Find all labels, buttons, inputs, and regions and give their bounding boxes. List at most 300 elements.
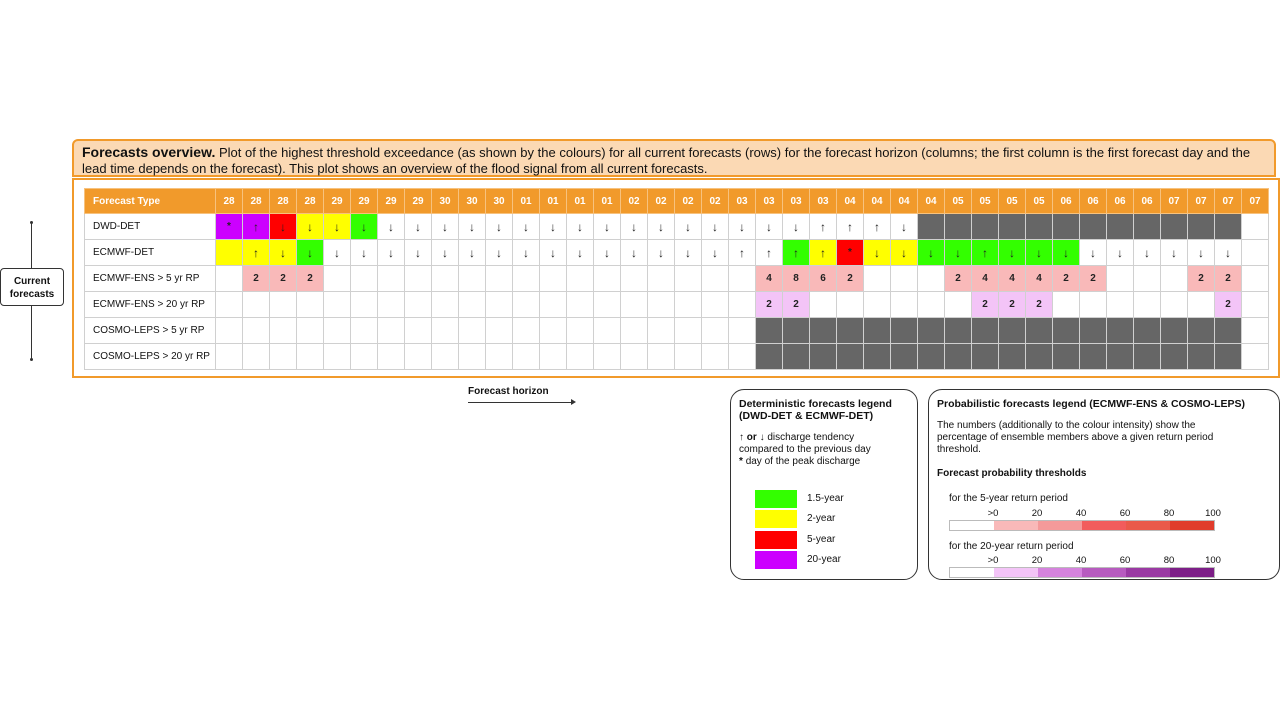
forecast-cell	[1134, 344, 1161, 370]
forecast-cell: ↓	[648, 240, 675, 266]
tick-label: 100	[1205, 555, 1221, 566]
forecast-cell	[1026, 318, 1053, 344]
forecast-cell	[243, 292, 270, 318]
forecast-cell	[513, 318, 540, 344]
forecast-cell: ↓	[459, 214, 486, 240]
forecast-cell	[486, 266, 513, 292]
legend-swatch	[755, 531, 797, 549]
forecast-cell	[972, 318, 999, 344]
day-header: 07	[1215, 189, 1242, 214]
row-label: ECMWF-DET	[85, 240, 216, 266]
forecast-cell: ↓	[567, 240, 594, 266]
day-header: 03	[783, 189, 810, 214]
forecast-cell	[648, 292, 675, 318]
forecast-cell	[1215, 214, 1242, 240]
forecast-cell	[999, 318, 1026, 344]
forecast-cell: 2	[1215, 292, 1242, 318]
forecast-cell: ↓	[405, 240, 432, 266]
forecast-cell	[540, 318, 567, 344]
forecast-cell	[648, 318, 675, 344]
forecast-cell	[459, 344, 486, 370]
table-row	[85, 344, 1269, 370]
forecast-cell: ↑	[864, 214, 891, 240]
forecast-cell: ↓	[594, 240, 621, 266]
forecast-cell	[648, 266, 675, 292]
forecast-cell	[567, 344, 594, 370]
forecast-cell	[432, 292, 459, 318]
forecast-cell: ↓	[918, 240, 945, 266]
forecast-cell	[297, 292, 324, 318]
day-header: 07	[1188, 189, 1215, 214]
forecast-cell	[459, 318, 486, 344]
prob-legend-title: Probabilistic forecasts legend (ECMWF-ENS & COSMO-LEPS)	[937, 398, 1246, 410]
forecast-cell: 4	[1026, 266, 1053, 292]
forecast-cell	[756, 344, 783, 370]
forecast-cell	[432, 344, 459, 370]
day-header: 02	[702, 189, 729, 214]
forecast-cell	[297, 344, 324, 370]
tick-label: 60	[1119, 555, 1131, 566]
current-label-line1: Current	[13, 276, 51, 287]
forecast-cell	[891, 344, 918, 370]
forecast-cell: ↓	[864, 240, 891, 266]
day-header: 01	[567, 189, 594, 214]
forecast-cell	[1242, 344, 1269, 370]
forecast-cell	[405, 344, 432, 370]
forecast-cell	[432, 266, 459, 292]
forecast-cell: ↓	[675, 240, 702, 266]
forecast-cell	[1188, 214, 1215, 240]
forecast-cell: ↑	[810, 214, 837, 240]
forecast-cell	[1242, 240, 1269, 266]
bracket-dot-bottom	[30, 358, 33, 361]
arrow-up-icon: ↑	[739, 432, 744, 443]
forecast-cell	[810, 318, 837, 344]
forecast-cell	[270, 292, 297, 318]
forecast-cell	[216, 266, 243, 292]
forecast-overview-table	[84, 188, 1269, 370]
forecast-cell	[1134, 266, 1161, 292]
forecast-cell: ↓	[1080, 240, 1107, 266]
arrow-down-icon: ↓	[759, 432, 765, 443]
forecast-cell: 2	[297, 266, 324, 292]
thresholds-title: Forecast probability thresholds	[937, 468, 1087, 479]
table-row	[85, 266, 1269, 292]
tick-label: 100	[1205, 508, 1221, 519]
det-legend-title-2: (DWD-DET & ECMWF-DET)	[739, 410, 874, 422]
forecast-cell	[513, 292, 540, 318]
table-row	[85, 240, 1269, 266]
forecast-cell	[972, 344, 999, 370]
forecast-cell: 8	[783, 266, 810, 292]
tick-label: 40	[1075, 555, 1087, 566]
forecast-cell	[594, 344, 621, 370]
forecast-cell	[864, 266, 891, 292]
forecast-cell: ↓	[513, 240, 540, 266]
day-header: 05	[972, 189, 999, 214]
forecast-cell	[540, 292, 567, 318]
forecast-cell	[1080, 214, 1107, 240]
forecast-cell	[891, 318, 918, 344]
forecast-cell: ↓	[891, 214, 918, 240]
legend-label: 1.5-year	[807, 493, 844, 504]
forecast-cell	[1053, 214, 1080, 240]
star-icon: *	[739, 456, 743, 467]
forecast-cell: ↓	[594, 214, 621, 240]
forecast-cell	[351, 292, 378, 318]
forecast-cell: 4	[999, 266, 1026, 292]
forecast-cell	[891, 266, 918, 292]
forecast-cell	[324, 344, 351, 370]
day-header: 01	[594, 189, 621, 214]
forecast-cell	[459, 292, 486, 318]
forecast-cell	[1188, 344, 1215, 370]
tick-label: 80	[1163, 508, 1175, 519]
forecast-cell: ↓	[1134, 240, 1161, 266]
forecast-cell: ↓	[270, 240, 297, 266]
forecast-cell: ↑	[837, 214, 864, 240]
forecast-cell	[432, 318, 459, 344]
tendency-text-2: compared to the previous day	[739, 444, 871, 455]
forecast-cell: ↓	[756, 214, 783, 240]
forecast-cell	[1026, 214, 1053, 240]
table-row	[85, 292, 1269, 318]
forecast-cell	[216, 318, 243, 344]
forecast-cell: ↓	[513, 214, 540, 240]
forecast-cell	[783, 318, 810, 344]
or-word: or	[746, 432, 757, 443]
forecast-cell: ↓	[891, 240, 918, 266]
forecast-cell	[378, 266, 405, 292]
day-header: 30	[432, 189, 459, 214]
rp20-color-bar	[949, 567, 1215, 578]
forecast-cell: 2	[243, 266, 270, 292]
bar-segment	[1082, 568, 1126, 577]
forecast-cell	[513, 266, 540, 292]
forecast-cell: ↑	[729, 240, 756, 266]
forecast-cell	[594, 318, 621, 344]
tick-label: 80	[1163, 555, 1175, 566]
forecast-cell	[675, 266, 702, 292]
day-header: 28	[216, 189, 243, 214]
day-header: 06	[1107, 189, 1134, 214]
forecast-cell: ↓	[621, 240, 648, 266]
forecast-cell	[864, 292, 891, 318]
forecast-cell	[378, 292, 405, 318]
forecast-cell: ↓	[1107, 240, 1134, 266]
forecast-cell	[945, 344, 972, 370]
forecast-cell: ↓	[351, 240, 378, 266]
forecast-type-header: Forecast Type	[85, 189, 216, 214]
day-header: 29	[351, 189, 378, 214]
forecast-cell	[1242, 318, 1269, 344]
forecast-cell	[648, 344, 675, 370]
forecast-cell	[621, 318, 648, 344]
table-row	[85, 318, 1269, 344]
forecast-cell	[1053, 292, 1080, 318]
bar-segment	[994, 521, 1038, 530]
day-header: 02	[648, 189, 675, 214]
day-header: 07	[1242, 189, 1269, 214]
tendency-text: discharge tendency	[767, 432, 855, 443]
forecast-cell	[729, 344, 756, 370]
forecast-cell: ↓	[351, 214, 378, 240]
forecast-cell	[702, 292, 729, 318]
forecast-cell: ↓	[1026, 240, 1053, 266]
forecast-cell: ↓	[459, 240, 486, 266]
forecast-cell: *	[837, 240, 864, 266]
rp20-label: for the 20-year return period	[949, 541, 1074, 552]
forecast-cell: ↓	[1215, 240, 1242, 266]
day-header: 03	[729, 189, 756, 214]
forecast-horizon-label: Forecast horizon	[468, 386, 549, 397]
forecast-cell	[1134, 318, 1161, 344]
forecast-cell	[459, 266, 486, 292]
day-header: 01	[513, 189, 540, 214]
forecast-cell	[702, 318, 729, 344]
forecast-cell	[270, 344, 297, 370]
row-label: DWD-DET	[85, 214, 216, 240]
forecast-cell: 4	[972, 266, 999, 292]
forecast-cell	[486, 318, 513, 344]
forecast-cell: ↓	[1161, 240, 1188, 266]
forecast-cell	[918, 318, 945, 344]
det-legend-title-1: Deterministic forecasts legend	[739, 398, 892, 410]
banner-title: Forecasts overview.	[82, 144, 216, 160]
forecast-cell: 2	[783, 292, 810, 318]
tick-label: 60	[1119, 508, 1131, 519]
forecast-cell	[918, 214, 945, 240]
deterministic-legend	[730, 389, 918, 580]
forecast-cell	[1107, 292, 1134, 318]
forecast-cell	[837, 292, 864, 318]
forecast-cell	[1107, 318, 1134, 344]
forecast-cell	[621, 266, 648, 292]
day-header: 30	[486, 189, 513, 214]
forecast-cell: 2	[1080, 266, 1107, 292]
forecast-cell: ↓	[270, 214, 297, 240]
forecast-cell: ↓	[540, 214, 567, 240]
forecast-cell: 2	[756, 292, 783, 318]
prob-desc-1: The numbers (additionally to the colour intensity) show the	[937, 420, 1196, 431]
prob-desc-3: threshold.	[937, 444, 981, 455]
day-header: 06	[1134, 189, 1161, 214]
forecast-cell: ↑	[243, 240, 270, 266]
day-header: 02	[675, 189, 702, 214]
day-header: 04	[837, 189, 864, 214]
forecast-cell	[1107, 344, 1134, 370]
forecast-cell	[567, 318, 594, 344]
forecast-cell	[729, 292, 756, 318]
legend-label: 5-year	[807, 534, 836, 545]
day-header: 29	[378, 189, 405, 214]
legend-label: 20-year	[807, 554, 841, 565]
tick-label: 20	[1031, 555, 1043, 566]
peak-text: day of the peak discharge	[745, 456, 861, 467]
forecast-cell: ↓	[486, 240, 513, 266]
forecast-cell	[1080, 344, 1107, 370]
forecast-cell: ↑	[972, 240, 999, 266]
forecast-cell: ↓	[378, 240, 405, 266]
forecast-cell	[1080, 292, 1107, 318]
forecast-cell	[729, 318, 756, 344]
forecast-cell: 2	[1215, 266, 1242, 292]
forecast-cell: ↓	[999, 240, 1026, 266]
row-label: COSMO-LEPS > 20 yr RP	[85, 344, 216, 370]
day-header: 30	[459, 189, 486, 214]
forecast-cell: 6	[810, 266, 837, 292]
forecast-cell	[675, 318, 702, 344]
forecast-cell: ↓	[675, 214, 702, 240]
forecast-cell: ↓	[405, 214, 432, 240]
forecast-cell	[486, 292, 513, 318]
forecast-cell: 2	[270, 266, 297, 292]
day-header: 04	[864, 189, 891, 214]
forecast-cell: ↑	[756, 240, 783, 266]
forecast-cell: ↑	[810, 240, 837, 266]
forecast-cell	[486, 344, 513, 370]
forecast-cell	[324, 292, 351, 318]
forecast-cell	[1161, 214, 1188, 240]
forecast-cell: ↓	[945, 240, 972, 266]
forecast-cell: ↓	[702, 214, 729, 240]
forecast-cell	[918, 266, 945, 292]
forecast-cell	[864, 318, 891, 344]
bar-segment	[1126, 521, 1170, 530]
forecast-cell: 2	[1053, 266, 1080, 292]
table-row	[85, 214, 1269, 240]
det-tendency-line	[739, 432, 909, 444]
day-header: 29	[405, 189, 432, 214]
forecast-cell	[810, 292, 837, 318]
forecast-cell	[1161, 292, 1188, 318]
bar-segment	[950, 521, 994, 530]
forecast-cell: ↑	[783, 240, 810, 266]
forecast-cell	[1053, 344, 1080, 370]
forecast-cell	[702, 266, 729, 292]
forecast-cell	[1215, 344, 1242, 370]
forecast-cell	[351, 266, 378, 292]
day-header: 02	[621, 189, 648, 214]
day-header: 06	[1053, 189, 1080, 214]
day-header: 03	[756, 189, 783, 214]
forecast-cell	[1242, 214, 1269, 240]
row-label: ECMWF-ENS > 20 yr RP	[85, 292, 216, 318]
bracket-dot-top	[30, 221, 33, 224]
bar-segment	[1038, 568, 1082, 577]
forecast-cell	[756, 318, 783, 344]
forecast-cell: ↓	[1188, 240, 1215, 266]
forecast-cell	[270, 318, 297, 344]
forecast-cell	[891, 292, 918, 318]
table-header-row	[85, 189, 1269, 214]
forecast-cell	[972, 214, 999, 240]
rp5-color-bar	[949, 520, 1215, 531]
day-header: 28	[270, 189, 297, 214]
forecast-cell	[1134, 292, 1161, 318]
forecast-cell	[1161, 318, 1188, 344]
forecast-cell	[540, 344, 567, 370]
forecast-cell	[918, 292, 945, 318]
forecast-cell	[1107, 214, 1134, 240]
current-forecasts-label	[0, 268, 64, 306]
forecast-cell	[405, 318, 432, 344]
forecast-cell	[378, 318, 405, 344]
forecast-cell	[999, 344, 1026, 370]
forecast-cell: 2	[837, 266, 864, 292]
legend-swatch	[755, 490, 797, 508]
day-header: 04	[918, 189, 945, 214]
forecast-cell: ↓	[648, 214, 675, 240]
forecast-cell	[594, 292, 621, 318]
forecast-cell	[351, 318, 378, 344]
row-label: COSMO-LEPS > 5 yr RP	[85, 318, 216, 344]
day-header: 05	[945, 189, 972, 214]
forecast-cell	[837, 318, 864, 344]
forecast-cell	[729, 266, 756, 292]
forecast-cell: ↑	[243, 214, 270, 240]
bar-segment	[994, 568, 1038, 577]
forecast-cell	[1026, 344, 1053, 370]
forecast-cell: ↓	[297, 214, 324, 240]
banner-text: Plot of the highest threshold exceedance (as shown by the colours) for all current forecasts (rows) for the forecast horizon (columns; the first column is the first forecast day and the lead time depends on the forecast). This plot shows an overview of the flood signal from all current forecasts.	[82, 145, 1251, 176]
day-header: 28	[243, 189, 270, 214]
legend-swatch	[755, 551, 797, 569]
forecast-cell: ↓	[567, 214, 594, 240]
peak-line	[739, 456, 909, 468]
forecast-cell: 2	[972, 292, 999, 318]
forecast-cell	[1242, 292, 1269, 318]
forecast-cell: 2	[1026, 292, 1053, 318]
tick-label: >0	[987, 555, 999, 566]
forecast-cell: 2	[1188, 266, 1215, 292]
day-header: 03	[810, 189, 837, 214]
forecast-cell	[1188, 292, 1215, 318]
forecast-cell	[837, 344, 864, 370]
forecast-cell	[1188, 318, 1215, 344]
forecast-cell	[216, 344, 243, 370]
day-header: 04	[891, 189, 918, 214]
forecast-cell	[945, 318, 972, 344]
forecast-horizon-arrow	[468, 402, 572, 403]
forecast-cell	[621, 344, 648, 370]
forecast-cell	[216, 240, 243, 266]
forecast-cell: ↓	[297, 240, 324, 266]
forecast-cell	[675, 344, 702, 370]
day-header: 07	[1161, 189, 1188, 214]
day-header: 29	[324, 189, 351, 214]
overview-banner	[72, 139, 1276, 177]
bar-segment	[1082, 521, 1126, 530]
forecast-cell	[405, 292, 432, 318]
rp5-label: for the 5-year return period	[949, 493, 1068, 504]
bar-segment	[1170, 568, 1214, 577]
forecast-cell: ↓	[432, 240, 459, 266]
bar-segment	[950, 568, 994, 577]
forecast-cell: ↓	[702, 240, 729, 266]
forecast-cell: ↓	[783, 214, 810, 240]
forecast-cell: 2	[999, 292, 1026, 318]
prob-desc-2: percentage of ensemble members above a given return period	[937, 432, 1214, 443]
day-header: 01	[540, 189, 567, 214]
forecast-cell	[540, 266, 567, 292]
forecast-cell	[675, 292, 702, 318]
forecast-cell	[1053, 318, 1080, 344]
forecast-cell	[918, 344, 945, 370]
forecast-cell	[1080, 318, 1107, 344]
forecast-cell	[783, 344, 810, 370]
forecast-cell: 4	[756, 266, 783, 292]
